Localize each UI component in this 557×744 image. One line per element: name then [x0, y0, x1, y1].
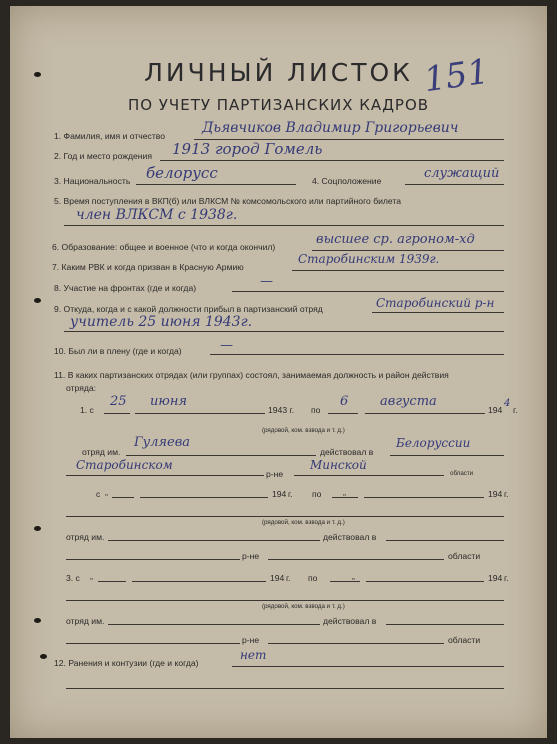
row1-to: по — [311, 405, 321, 415]
row1-day: 25 — [110, 394, 127, 409]
handwritten-number: 151 — [421, 51, 492, 101]
row3-to-year: 194 — [488, 573, 503, 583]
field-line — [66, 643, 240, 644]
field-nationality-value: белорусс — [146, 164, 218, 182]
field-arrival-label: 9. Откуда, когда и с какой должности прибыл в партизанский отряд — [54, 304, 323, 314]
row1-region: Белоруссии — [396, 436, 471, 450]
field-line — [386, 540, 504, 541]
field-line — [126, 455, 316, 456]
field-line — [210, 354, 504, 355]
field-wounds-value: нет — [240, 648, 267, 662]
row3-to-year-g: г. — [504, 573, 509, 583]
row1-oblast: Минской — [310, 458, 367, 472]
document-subtitle: ПО УЧЕТУ ПАРТИЗАНСКИХ КАДРОВ — [127, 96, 430, 114]
row3-year: 194 — [270, 573, 285, 583]
field-birth-label: 2. Год и место рождения — [54, 151, 153, 161]
row2-to-year: 194 — [488, 489, 503, 499]
row3-detachment-prefix: отряд им. — [66, 616, 105, 626]
row2-prefix: с — [96, 489, 101, 499]
position-caption: (рядовой, ком. взвода и т. д.) — [262, 519, 345, 526]
row3-prefix: 3. с — [66, 573, 80, 583]
field-line — [136, 184, 296, 185]
row1-to-year: 194 — [488, 405, 503, 415]
row2-to-year-g: г. — [504, 489, 509, 499]
field-line — [364, 497, 484, 498]
row3-to: по — [308, 573, 318, 583]
field-line — [66, 600, 504, 601]
field-line — [372, 312, 504, 313]
field-front-value: — — [260, 274, 273, 289]
field-captivity-label: 10. Был ли в плену (где и когда) — [54, 346, 182, 356]
field-arrival-value-1: Старобинский р-н — [376, 296, 495, 310]
row1-district-suffix: р-не — [266, 469, 284, 479]
row1-to-year-end: г. — [513, 405, 518, 415]
field-line — [66, 688, 504, 689]
field-detachments-label: 11. В каких партизанских отрядах (или группах) состоял, занимаемая должность и район действия — [54, 370, 449, 380]
field-line — [140, 497, 268, 498]
row2-year-g: г. — [288, 489, 293, 499]
field-education-value: высшее ср. агроном-хд — [316, 232, 475, 247]
row2-year: 194 — [272, 489, 287, 499]
field-line — [232, 291, 504, 292]
field-captivity-value: — — [220, 338, 233, 353]
field-line — [268, 643, 444, 644]
field-line — [330, 581, 360, 582]
field-line — [405, 184, 504, 185]
row2-detachment-prefix: отряд им. — [66, 532, 105, 542]
field-line — [160, 160, 504, 161]
row3-oblast-suffix: области — [448, 635, 481, 645]
row3-year-g: г. — [286, 573, 291, 583]
field-line — [108, 540, 320, 541]
row2-quote: „ — [105, 487, 108, 497]
row1-district: Старобинском — [76, 458, 173, 472]
binder-hole — [34, 618, 41, 623]
field-line — [108, 624, 320, 625]
row1-acted-in: действовал в — [320, 447, 374, 457]
row1-detachment: Гуляева — [134, 435, 191, 450]
field-line — [98, 581, 126, 582]
row1-to-month: августа — [380, 394, 437, 409]
field-army-label: 7. Каким РВК и когда призван в Красную Армию — [52, 262, 244, 272]
field-arrival-value-2: учитель 25 июня 1943г. — [70, 314, 253, 330]
field-line — [135, 413, 265, 414]
field-line — [232, 666, 504, 667]
position-caption: (рядовой, ком. взвода и т. д.) — [262, 427, 345, 434]
field-line — [386, 624, 504, 625]
row3-district-suffix: р-не — [242, 635, 260, 645]
field-name-value: Дьявчиков Владимир Григорьевич — [202, 120, 459, 136]
binder-hole — [34, 526, 41, 531]
field-line — [390, 455, 504, 456]
field-birth-value: 1913 город Гомель — [172, 140, 323, 158]
field-detachments-label-2: отряда: — [66, 383, 97, 393]
field-line — [292, 270, 504, 271]
field-line — [66, 516, 504, 517]
field-line — [328, 413, 358, 414]
field-wounds-label: 12. Ранения и контузии (где и когда) — [54, 658, 199, 668]
binder-hole — [40, 654, 47, 659]
row1-to-day: 6 — [340, 394, 349, 409]
field-line — [64, 331, 504, 332]
field-education-label: 6. Образование: общее и военное (что и когда окончил) — [52, 242, 276, 252]
field-party-label: 5. Время поступления в ВКП(б) или ВЛКСМ № комсомольского или партийного билета — [54, 196, 402, 206]
row2-quote-2: „ — [343, 487, 346, 497]
row3-quote: „ — [90, 571, 93, 581]
field-party-value: член ВЛКСМ с 1938г. — [76, 207, 238, 223]
field-name-label: 1. Фамилия, имя и отчество — [54, 131, 166, 141]
field-line — [64, 225, 504, 226]
field-line — [66, 559, 240, 560]
row3-quote-2: „ — [352, 571, 355, 581]
field-line — [66, 475, 264, 476]
field-social-label: 4. Соцположение — [312, 176, 382, 186]
field-line — [104, 413, 130, 414]
field-nationality-label: 3. Национальность — [54, 176, 131, 186]
field-line — [132, 581, 266, 582]
field-social-value: служащий — [424, 166, 500, 181]
row1-to-year-hw: 4 — [504, 398, 511, 409]
field-line — [112, 497, 134, 498]
row2-acted-in: действовал в — [323, 532, 377, 542]
field-front-label: 8. Участие на фронтах (где и когда) — [54, 283, 197, 293]
row1-month: июня — [150, 394, 187, 409]
row2-district-suffix: р-не — [242, 551, 260, 561]
field-line — [294, 475, 444, 476]
row1-prefix: 1. с — [80, 405, 94, 415]
row2-oblast-suffix: области — [448, 551, 481, 561]
row2-to: по — [312, 489, 322, 499]
row1-year: 1943 г. — [268, 405, 294, 415]
row1-detachment-prefix: отряд им. — [82, 447, 121, 457]
field-line — [268, 559, 444, 560]
document-sheet — [10, 6, 547, 738]
field-line — [366, 581, 484, 582]
binder-hole — [34, 298, 41, 303]
position-caption: (рядовой, ком. взвода и т. д.) — [262, 603, 345, 610]
field-army-value: Старобинским 1939г. — [298, 252, 440, 266]
row3-acted-in: действовал в — [323, 616, 377, 626]
document-title: ЛИЧНЫЙ ЛИСТОК — [144, 58, 413, 87]
field-line — [365, 413, 485, 414]
field-line — [332, 497, 358, 498]
row1-oblast-suffix: области — [450, 470, 474, 477]
field-line — [312, 250, 504, 251]
